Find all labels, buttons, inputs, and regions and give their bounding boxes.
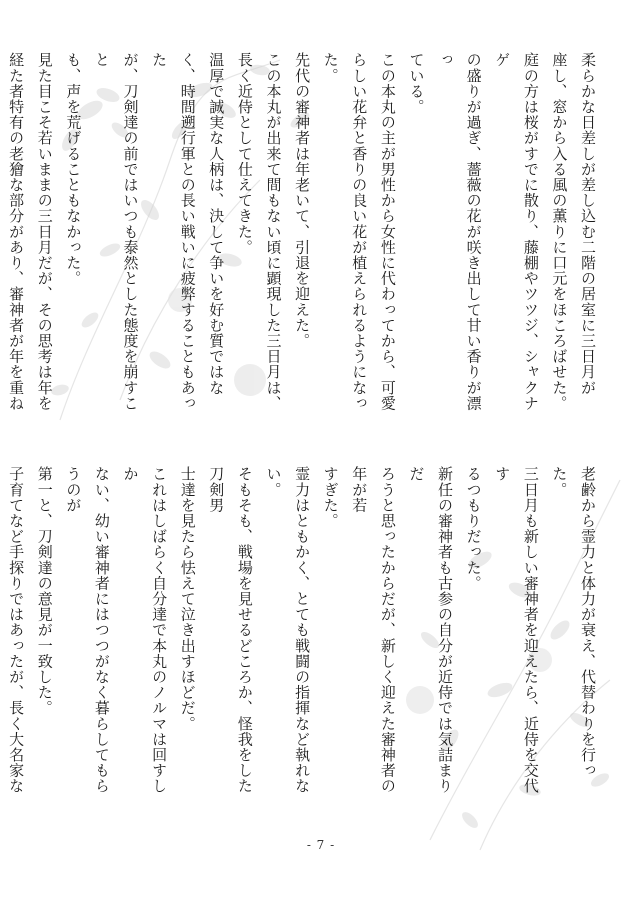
- text-line: ない、幼い審神者にはつつがなく暮らしてもらうのが: [64, 466, 111, 794]
- text-line: 長く近侍として仕えてきた。: [235, 52, 254, 255]
- text-line: の盛りが過ぎ、薔薇の花が咲き出して甘い香りが漂っ: [436, 52, 483, 411]
- text-block-top: [0, 52, 602, 412]
- text-line: 経た者特有の老獪な部分があり、審神者が年を重ね: [7, 52, 26, 411]
- text-line: そもそも、戦場を見せるどころか、怪我をした刀剣男: [207, 466, 254, 794]
- text-line: 温厚で誠実な人柄は、決して争いを好む質ではな: [207, 52, 226, 396]
- text-line: ている。: [407, 52, 426, 115]
- text-line: この本丸の主が男性から女性に代わってから、可愛: [378, 52, 397, 411]
- text-line: るつもりだった。: [464, 466, 483, 591]
- text-line: [0, 52, 2, 412]
- text-line: これはしばらく自分達で本丸のノルマは回すしか: [121, 466, 169, 794]
- text-line: が、刀剣達の前ではいつも泰然とした態度を崩すこと: [92, 52, 140, 411]
- text-line: 先代の審神者は年老いて、引退を迎えた。: [293, 52, 312, 349]
- text-line: く、時間遡行軍との長い戦いに疲弊することもあった: [150, 52, 197, 411]
- text-line: 見た目こそ若いままの三日月だが、その思考は年を: [35, 52, 54, 411]
- text-line: ろうと思ったからだが、新しく迎えた審神者の年が若: [350, 466, 397, 794]
- text-line: 子育てなど手探りではあったが、長く大名家な: [7, 466, 26, 794]
- text-line: 新任の審神者も古参の自分が近侍では気詰まりだ: [407, 466, 455, 794]
- text-line: も、声を荒げることもなかった。: [64, 52, 83, 286]
- text-line: 士達を見たら怯えて泣き出すほどだ。: [178, 466, 197, 732]
- text-line: この本丸が出来て間もない頃に顕現した三日月は、: [264, 52, 283, 411]
- text-line: 庭の方は桜がすでに散り、藤棚やツツジ、シャクナゲ: [493, 52, 540, 411]
- text-line: 第一と、刀剣達の意見が一致した。: [35, 466, 54, 716]
- page-number: - 7 -: [306, 838, 336, 852]
- text-block-bottom: [0, 466, 602, 806]
- text-line: 座し、窓から入る風の薫りに口元をほころばせた。: [550, 52, 569, 411]
- text-line: 霊力はともかく、とても戦闘の指揮など執れない。: [264, 466, 312, 794]
- text-line: 老齢から霊力と体力が衰え、代替わりを行った。: [550, 466, 597, 778]
- text-line: 三日月も新しい審神者を迎えたら、近侍を交代す: [493, 466, 540, 794]
- text-line: 柔らかな日差しが差し込む二階の居室に三日月が: [579, 52, 597, 396]
- text-line: た。: [321, 52, 340, 84]
- text-line: らしい花弁と香りの良い花が植えられるようになっ: [350, 52, 369, 411]
- text-line: すぎた。: [321, 466, 340, 529]
